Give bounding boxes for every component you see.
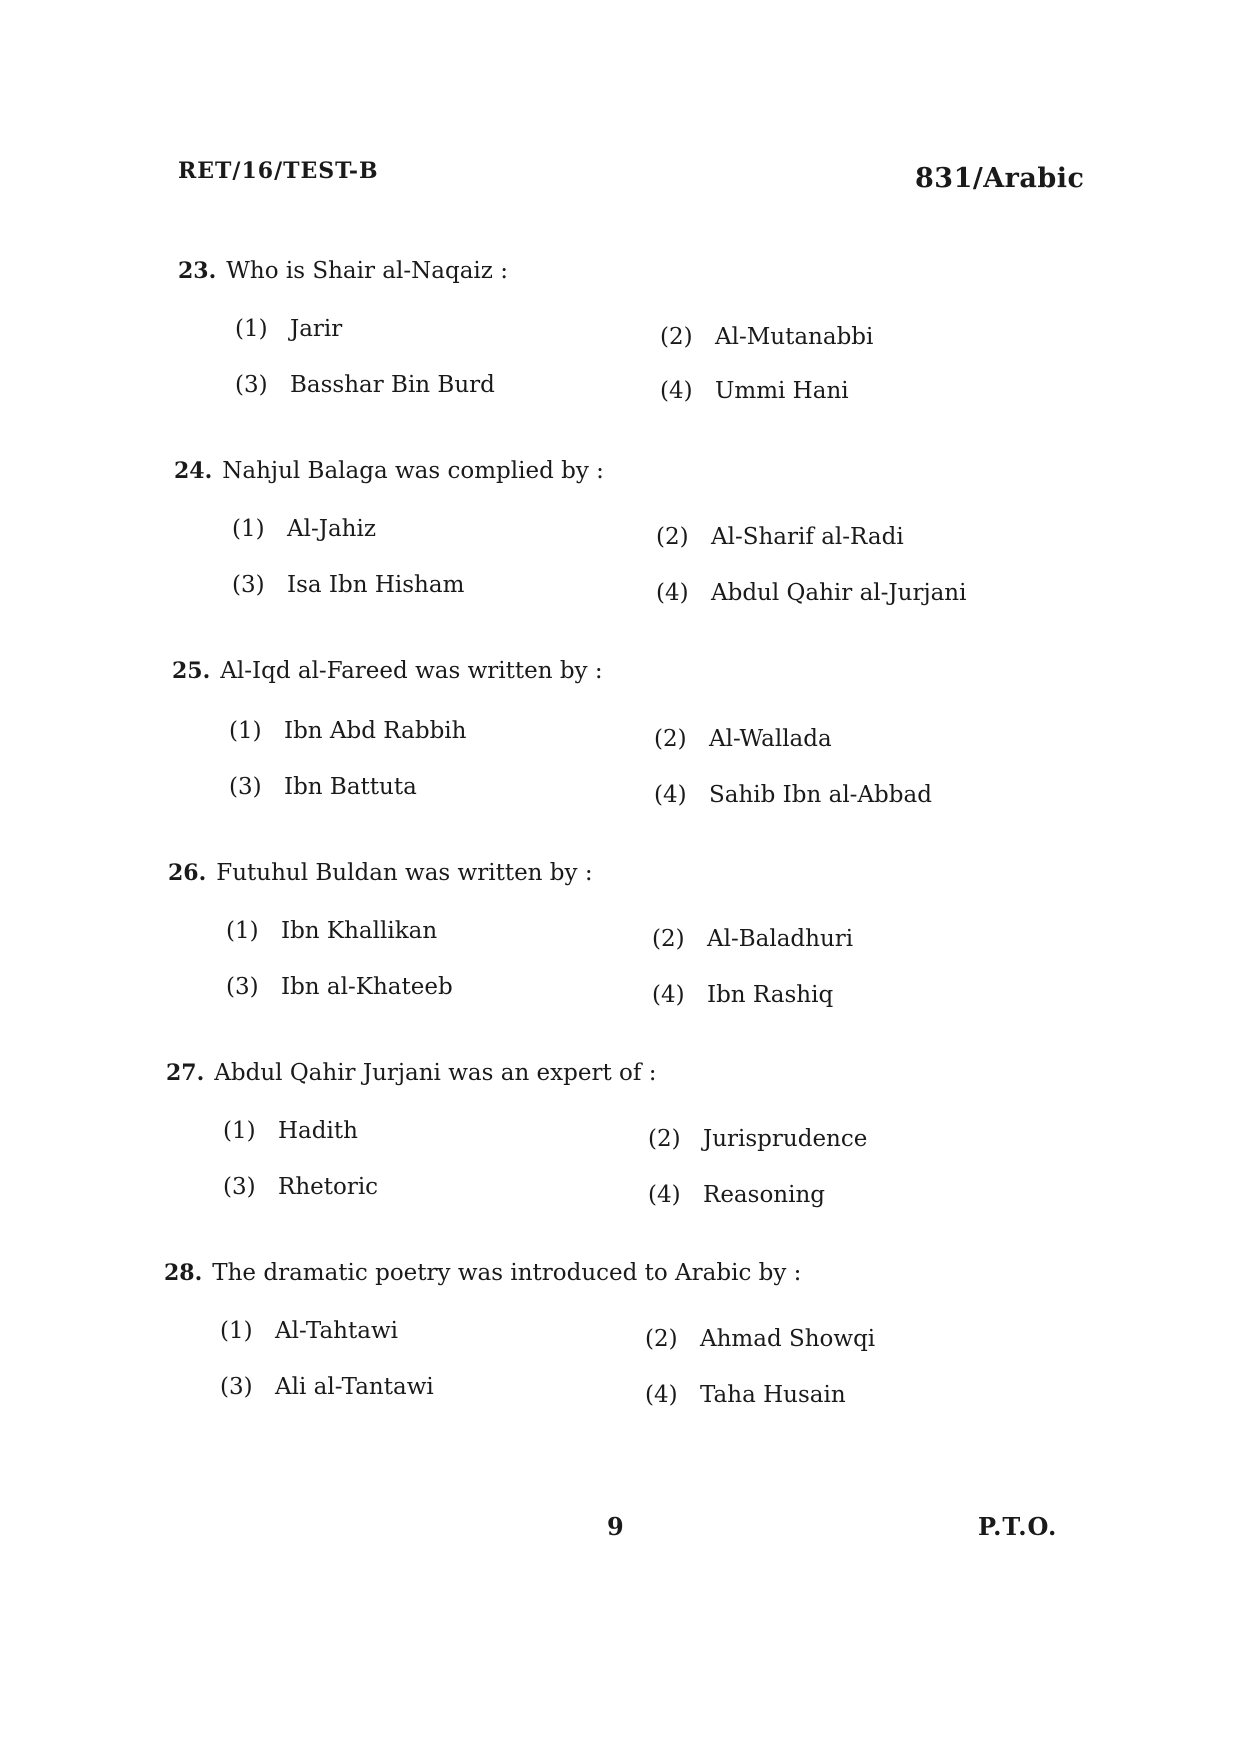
question-text: Al-Iqd al-Fareed was written by : — [220, 658, 603, 684]
option-text: Hadith — [278, 1118, 358, 1144]
option-number: (4) — [652, 982, 685, 1008]
option-text: Isa Ibn Hisham — [287, 572, 465, 598]
option-1[interactable] — [229, 718, 466, 744]
option-text: Al-Mutanabbi — [715, 324, 874, 350]
question-stem — [174, 458, 604, 484]
option-number: (3) — [220, 1374, 253, 1400]
question-text: Futuhul Buldan was written by : — [216, 860, 593, 886]
question-stem — [172, 658, 603, 684]
option-text: Reasoning — [703, 1182, 825, 1208]
question-number: 26. — [168, 860, 207, 886]
exam-code: RET/16/TEST-B — [178, 158, 379, 184]
option-text: Ahmad Showqi — [700, 1326, 876, 1352]
option-3[interactable] — [235, 372, 495, 398]
question-number: 23. — [178, 258, 217, 284]
option-number: (1) — [220, 1318, 253, 1344]
question-number: 25. — [172, 658, 211, 684]
option-4[interactable] — [656, 580, 966, 606]
option-text: Ummi Hani — [715, 378, 849, 404]
option-number: (4) — [656, 580, 689, 606]
option-1[interactable] — [220, 1318, 398, 1344]
pto-label: P.T.O. — [978, 1512, 1058, 1541]
option-text: Jurisprudence — [703, 1126, 868, 1152]
question-stem — [168, 860, 593, 886]
option-1[interactable] — [223, 1118, 358, 1144]
option-text: Sahib Ibn al-Abbad — [709, 782, 932, 808]
option-2[interactable] — [654, 726, 832, 752]
option-number: (4) — [660, 378, 693, 404]
option-number: (3) — [229, 774, 262, 800]
option-number: (3) — [223, 1174, 256, 1200]
option-2[interactable] — [660, 324, 873, 350]
option-2[interactable] — [648, 1126, 867, 1152]
page-number: 9 — [607, 1512, 624, 1541]
option-text: Jarir — [290, 316, 343, 342]
option-3[interactable] — [220, 1374, 434, 1400]
option-2[interactable] — [652, 926, 853, 952]
option-number: (2) — [648, 1126, 681, 1152]
option-4[interactable] — [654, 782, 932, 808]
option-1[interactable] — [232, 516, 376, 542]
question-text: Who is Shair al-Naqaiz : — [226, 258, 508, 284]
option-2[interactable] — [656, 524, 904, 550]
option-number: (1) — [226, 918, 259, 944]
option-text: Ibn Rashiq — [707, 982, 834, 1008]
option-text: Rhetoric — [278, 1174, 379, 1200]
option-number: (4) — [648, 1182, 681, 1208]
question-number: 27. — [166, 1060, 205, 1086]
option-text: Ibn Battuta — [284, 774, 417, 800]
option-text: Ali al-Tantawi — [275, 1374, 434, 1400]
option-number: (2) — [652, 926, 685, 952]
option-text: Al-Tahtawi — [275, 1318, 398, 1344]
option-text: Al-Baladhuri — [707, 926, 854, 952]
option-number: (1) — [232, 516, 265, 542]
question-number: 24. — [174, 458, 213, 484]
option-number: (1) — [223, 1118, 256, 1144]
option-text: Al-Jahiz — [287, 516, 376, 542]
option-text: Ibn Khallikan — [281, 918, 438, 944]
option-number: (1) — [235, 316, 268, 342]
option-number: (3) — [226, 974, 259, 1000]
option-text: Taha Husain — [700, 1382, 846, 1408]
question-stem — [166, 1060, 656, 1086]
question-text: The dramatic poetry was introduced to Arabic by : — [212, 1260, 802, 1286]
option-text: Ibn Abd Rabbih — [284, 718, 467, 744]
option-text: Ibn al-Khateeb — [281, 974, 453, 1000]
option-3[interactable] — [232, 572, 464, 598]
option-number: (2) — [656, 524, 689, 550]
question-stem — [178, 258, 508, 284]
option-number: (3) — [235, 372, 268, 398]
option-text: Basshar Bin Burd — [290, 372, 495, 398]
option-4[interactable] — [648, 1182, 825, 1208]
option-number: (2) — [645, 1326, 678, 1352]
option-1[interactable] — [235, 316, 342, 342]
option-number: (1) — [229, 718, 262, 744]
option-number: (3) — [232, 572, 265, 598]
option-number: (4) — [654, 782, 687, 808]
option-number: (2) — [654, 726, 687, 752]
option-text: Al-Wallada — [709, 726, 832, 752]
option-4[interactable] — [660, 378, 849, 404]
option-3[interactable] — [226, 974, 453, 1000]
question-text: Nahjul Balaga was complied by : — [222, 458, 604, 484]
option-number: (2) — [660, 324, 693, 350]
option-3[interactable] — [223, 1174, 378, 1200]
option-1[interactable] — [226, 918, 437, 944]
option-number: (4) — [645, 1382, 678, 1408]
question-number: 28. — [164, 1260, 203, 1286]
option-text: Abdul Qahir al-Jurjani — [711, 580, 967, 606]
question-text: Abdul Qahir Jurjani was an expert of : — [214, 1060, 657, 1086]
option-3[interactable] — [229, 774, 417, 800]
option-2[interactable] — [645, 1326, 875, 1352]
subject-code: 831/Arabic — [915, 163, 1085, 194]
option-4[interactable] — [645, 1382, 846, 1408]
option-4[interactable] — [652, 982, 833, 1008]
question-stem — [164, 1260, 801, 1286]
option-text: Al-Sharif al-Radi — [711, 524, 904, 550]
